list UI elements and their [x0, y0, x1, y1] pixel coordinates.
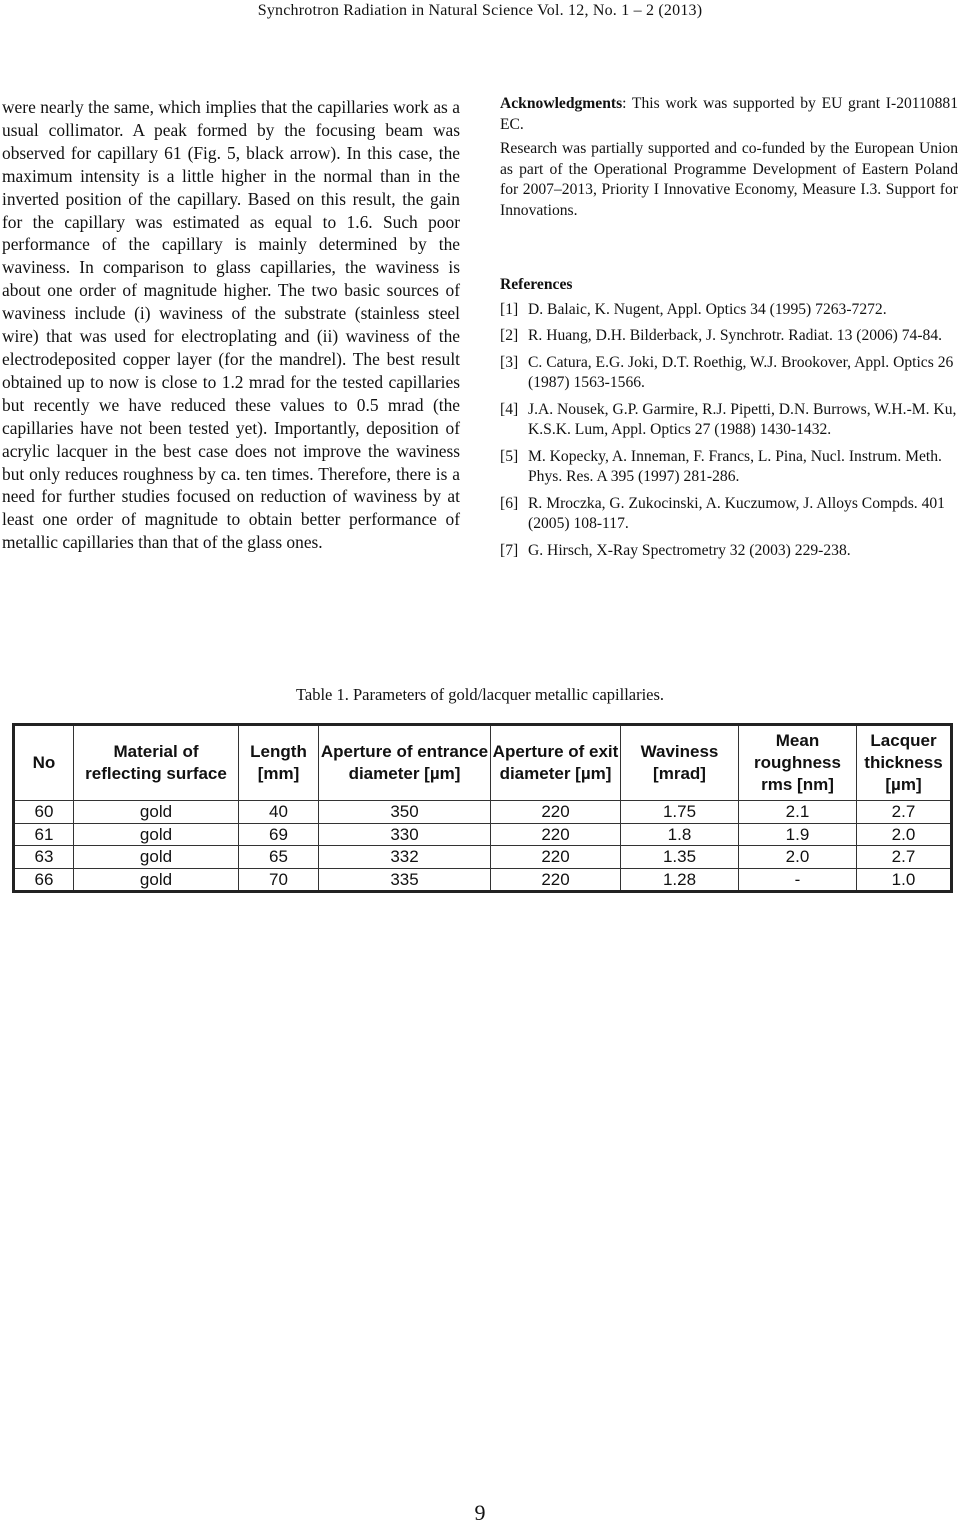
- reference-text: C. Catura, E.G. Joki, D.T. Roethig, W.J. Brookover, Appl. Optics 26 (1987) 1563-1566.: [528, 353, 954, 391]
- page-number: 9: [474, 1500, 486, 1525]
- column-header-roughness: Mean roughness rms [nm]: [739, 725, 857, 801]
- acknowledgments-section: [500, 94, 958, 221]
- reference-list: [500, 300, 958, 562]
- reference-number: [1]: [500, 300, 519, 318]
- table-cell: 1.0: [857, 868, 952, 892]
- column-header-length: Length [mm]: [239, 725, 319, 801]
- table-cell: 220: [491, 868, 621, 892]
- reference-text: D. Balaic, K. Nugent, Appl. Optics 34 (1995) 7263-7272.: [528, 300, 887, 318]
- reference-item: [500, 447, 958, 488]
- reference-number: [5]: [500, 447, 519, 465]
- reference-text: R. Huang, D.H. Bilderback, J. Synchrotr. Radiat. 13 (2006) 74-84.: [528, 327, 943, 344]
- table-cell: 2.7: [857, 801, 952, 824]
- table-row: [14, 868, 952, 892]
- reference-item: [500, 494, 958, 535]
- reference-text: M. Kopecky, A. Inneman, F. Francs, L. Pina, Nucl. Instrum. Meth. Phys. Res. A 395 (1997) 281-286.: [528, 447, 942, 485]
- table-cell: 2.0: [857, 823, 952, 846]
- reference-number: [4]: [500, 400, 519, 418]
- column-header-exit-aperture: Aperture of exit diameter [µm]: [491, 725, 621, 801]
- reference-number: [2]: [500, 327, 519, 344]
- table-cell: 332: [319, 846, 491, 869]
- table-cell: 2.7: [857, 846, 952, 869]
- table-caption: Table 1. Parameters of gold/lacquer metallic capillaries.: [295, 685, 665, 704]
- reference-number: [3]: [500, 353, 519, 371]
- table-cell: 65: [239, 846, 319, 869]
- table-cell: 1.28: [621, 868, 739, 892]
- reference-text: R. Mroczka, G. Zukocinski, A. Kuczumow, J. Alloys Compds. 401 (2005) 108-117.: [528, 494, 945, 532]
- column-header-lacquer-thickness: Lacquer thickness [µm]: [857, 725, 952, 801]
- references-heading: References: [500, 276, 573, 293]
- reference-item: [500, 541, 958, 562]
- acknowledgments-text-1: : This work was supported by EU grant I-20110881 EC.: [500, 95, 958, 133]
- table-cell: 69: [239, 823, 319, 846]
- body-text-left-column: [2, 96, 460, 554]
- table-cell: 70: [239, 868, 319, 892]
- reference-item: [500, 400, 958, 441]
- table-header-row: [14, 725, 952, 801]
- right-column: [500, 94, 958, 567]
- column-header-material: Material of reflecting surface: [74, 725, 239, 801]
- table-cell: gold: [74, 823, 239, 846]
- table-cell: 1.75: [621, 801, 739, 824]
- table-row: [14, 846, 952, 869]
- table-cell: 220: [491, 801, 621, 824]
- acknowledgments-heading: Acknowledgments: [500, 95, 623, 112]
- reference-item: [500, 326, 958, 347]
- table-cell: 1.9: [739, 823, 857, 846]
- table-cell: 63: [14, 846, 74, 869]
- table-row: [14, 801, 952, 824]
- reference-number: [7]: [500, 541, 519, 559]
- body-paragraph: were nearly the same, which implies that the capillaries work as a usual collimator. A peak formed by the focusing beam was observed for capillary 61 (Fig. 5, black arrow). In this case, the maximum intensity is a little higher in the normal than in the inverted position of the capillary. Based on this result, the gain for the capillary was estimated as equal to 1.6. Such poor performance of the capillary is mainly determined by the waviness. In comparison to glass capillaries, the waviness is about one order of magnitude higher. The two basic sources of waviness include (i) waviness of the substrate (stainless steel wire) that was used for electroplating and (ii) waviness of the electrodeposited copper layer (for the mandrel). The best result obtained up to now is close to 1.2 mrad for the tested capillaries but recently we have reduced these values to 0.5 mrad (the capillaries have not been tested yet). Importantly, deposition of acrylic lacquer in the best case does not improve the waviness but only reduces roughness by ca. ten times. Therefore, there is a need for further studies focused on reduction of waviness by at least one order of magnitude to obtain better performance of metallic capillaries than that of the glass ones.: [2, 97, 460, 553]
- reference-number: [6]: [500, 494, 519, 512]
- running-header: Synchrotron Radiation in Natural Science Vol. 12, No. 1 – 2 (2013): [257, 2, 703, 19]
- table-cell: 2.1: [739, 801, 857, 824]
- table-cell: 350: [319, 801, 491, 824]
- table-cell: 220: [491, 823, 621, 846]
- table-cell: 330: [319, 823, 491, 846]
- table-row: [14, 823, 952, 846]
- column-header-waviness: Waviness [mrad]: [621, 725, 739, 801]
- table-cell: 61: [14, 823, 74, 846]
- table-cell: 220: [491, 846, 621, 869]
- reference-text: G. Hirsch, X-Ray Spectrometry 32 (2003) 229-238.: [528, 541, 851, 559]
- table-cell: 1.8: [621, 823, 739, 846]
- table-cell: 1.35: [621, 846, 739, 869]
- column-header-entrance-aperture: Aperture of entrance diameter [µm]: [319, 725, 491, 801]
- table-cell: 2.0: [739, 846, 857, 869]
- table-cell: gold: [74, 801, 239, 824]
- reference-item: [500, 353, 958, 394]
- reference-item: [500, 300, 958, 321]
- acknowledgments-text-2: Research was partially supported and co-funded by the European Union as part of the Operational Programme Development of Eastern Poland for 2007–2013, Priority I Innovative Economy, Measure I.3. Support for Innovations.: [500, 140, 958, 219]
- parameters-table: [12, 723, 953, 893]
- parameters-table-container: [12, 723, 950, 893]
- table-cell: gold: [74, 868, 239, 892]
- reference-text: J.A. Nousek, G.P. Garmire, R.J. Pipetti, D.N. Burrows, W.H.-M. Ku, K.S.K. Lum, Appl. Optics 27 (1988) 1430-1432.: [528, 400, 957, 438]
- table-cell: 60: [14, 801, 74, 824]
- table-cell: gold: [74, 846, 239, 869]
- column-header-no: No: [14, 725, 74, 801]
- table-cell: 40: [239, 801, 319, 824]
- table-cell: 335: [319, 868, 491, 892]
- table-cell: 66: [14, 868, 74, 892]
- table-cell: -: [739, 868, 857, 892]
